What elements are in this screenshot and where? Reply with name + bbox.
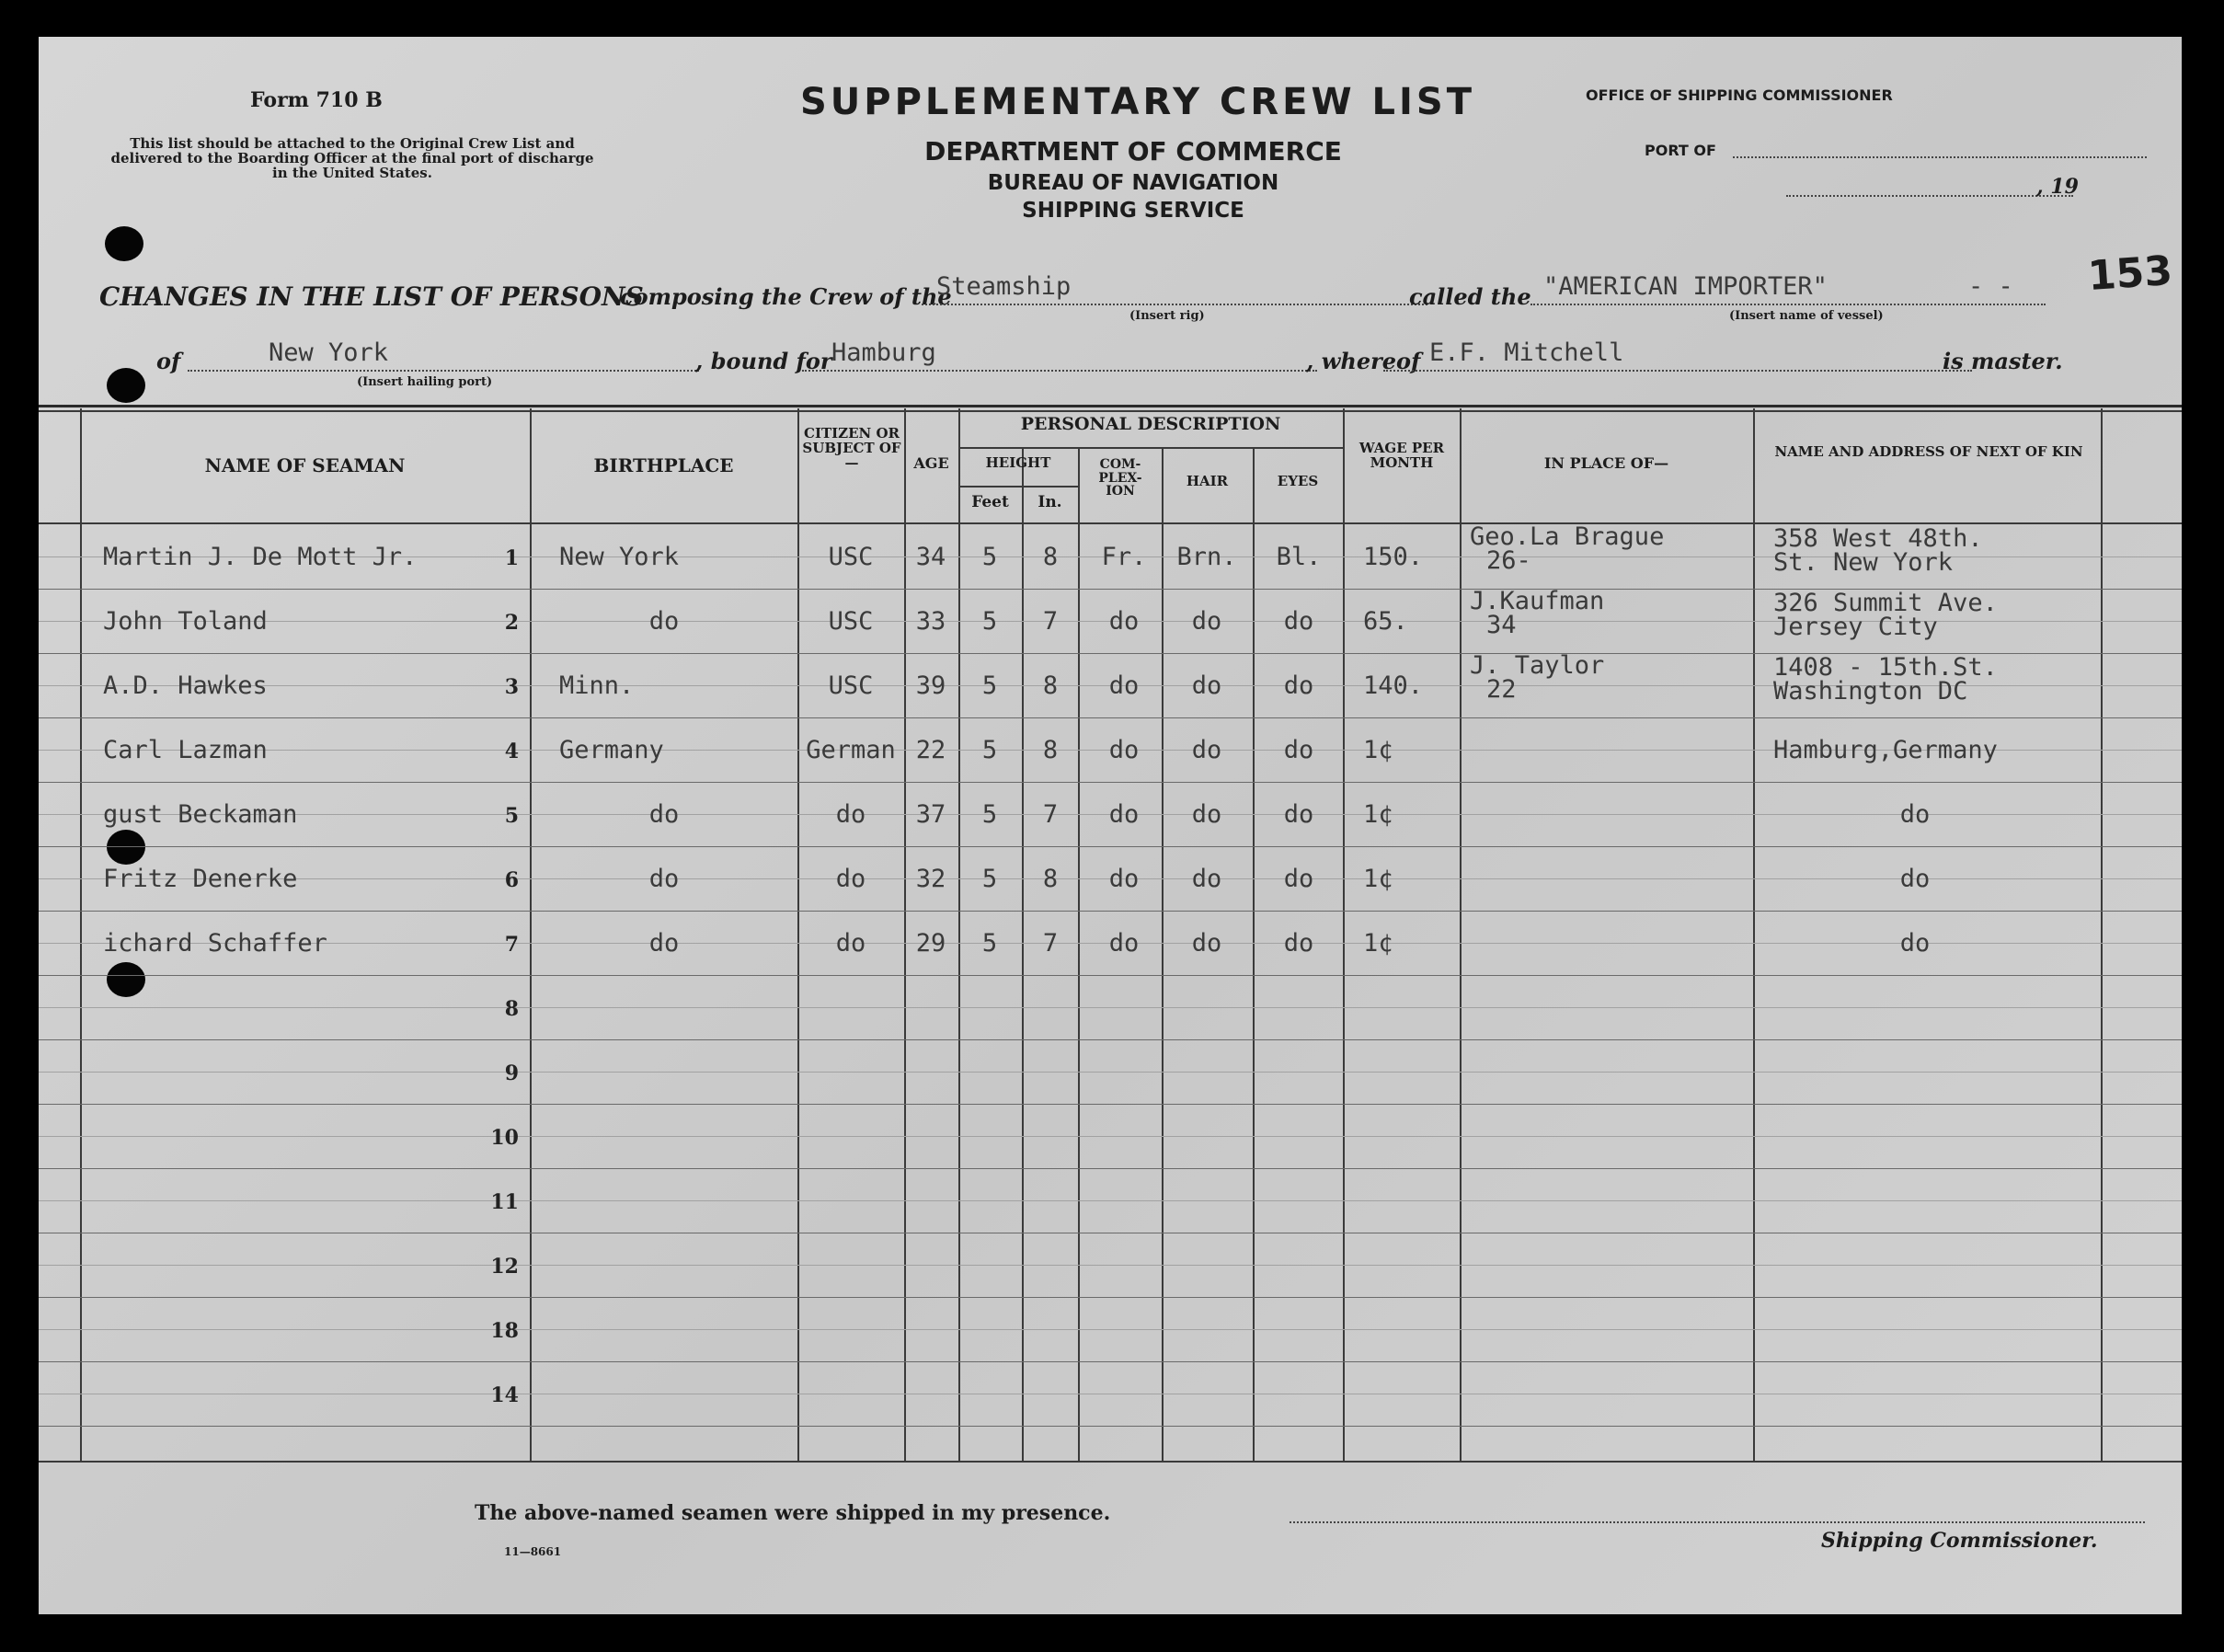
cell-inches: 7 [1042,929,1059,958]
punch-hole [107,830,145,865]
rig-line [922,304,1427,305]
vessel-hint: (Insert name of vessel) [1729,309,1884,323]
header-citizen: CITIZEN OR SUBJECT OF— [802,425,901,471]
col-line [2101,408,2103,1463]
footer-statement: The above-named seamen were shipped in my presence. [475,1501,1111,1525]
cell-birthplace: New York [559,543,680,571]
cell-age: 34 [915,543,946,571]
bureau: BUREAU OF NAVIGATION [987,171,1279,195]
row-subline [39,1007,2182,1008]
cell-in-place: 26- [1486,546,1531,575]
master-name: E.F. Mitchell [1429,338,1624,367]
row-divider [39,1039,2182,1040]
office-label: OFFICE OF SHIPPING COMMISSIONER [1586,86,1893,104]
signature-label: Shipping Commissioner. [1821,1529,2098,1553]
cell-feet: 5 [981,543,998,571]
cell-next-of-kin: 1408 - 15th.St. [1773,653,1998,682]
composing-label: composing the Crew of the [620,283,952,310]
form-title: SUPPLEMENTARY CREW LIST [800,81,1475,123]
vessel-name: "AMERICAN IMPORTER" [1543,272,1828,301]
cell-citizen: do [835,865,866,893]
row-number: 2 [504,611,519,635]
cell-wage: 1¢ [1363,800,1393,829]
cell-hair: do [1191,800,1222,829]
row-divider [39,1297,2182,1298]
cell-feet: 5 [981,607,998,636]
row-number: 9 [504,1061,519,1085]
row-divider [39,975,2182,976]
cell-in-place: J. Taylor [1470,651,1605,680]
row-divider [39,1168,2182,1169]
cell-in-place: J.Kaufman [1470,587,1605,615]
hailing-port-line [188,370,699,372]
personal-sub-line [958,447,1343,449]
cell-inches: 7 [1042,800,1059,829]
cell-citizen: USC [828,543,874,571]
cell-birthplace: do [648,865,680,893]
row-number: 4 [504,740,519,763]
changes-lead: CHANGES IN THE LIST OF PERSONS [99,281,644,312]
cell-name: A.D. Hawkes [103,671,268,700]
rig-value: Steamship [936,272,1072,301]
table-bottom-border [39,1461,2182,1463]
bound-for-label: , bound for [695,348,832,374]
rig-hint: (Insert rig) [1129,309,1205,323]
header-height: HEIGHT [985,454,1051,471]
cell-citizen: USC [828,671,874,700]
form-code: 11—8661 [504,1545,562,1558]
cell-inches: 8 [1042,671,1059,700]
header-hair: HAIR [1186,473,1229,489]
cell-name: gust Beckaman [103,800,298,829]
cell-eyes: do [1283,865,1314,893]
whereof-label: , whereof [1306,348,1421,374]
cell-name: Fritz Denerke [103,865,298,893]
cell-hair: do [1191,929,1222,958]
row-number: 11 [490,1190,519,1214]
row-divider [39,911,2182,912]
cell-in-place: 34 [1486,611,1517,639]
cell-feet: 5 [981,929,998,958]
header-age: AGE [913,454,949,472]
cell-eyes: do [1283,929,1314,958]
cell-eyes: Bl. [1276,543,1322,571]
cell-age: 32 [915,865,946,893]
hailing-port: New York [269,338,389,367]
col-line [530,408,532,1463]
header-eyes: EYES [1277,473,1319,489]
signature-line [1290,1521,2145,1523]
called-the-label: called the [1409,283,1531,310]
row-divider [39,846,2182,847]
row-number: 3 [504,675,519,699]
header-kin: NAME AND ADDRESS OF NEXT OF KIN [1774,443,2083,460]
cell-eyes: do [1283,736,1314,764]
cell-inches: 7 [1042,607,1059,636]
cell-hair: do [1191,736,1222,764]
row-divider [39,1104,2182,1105]
cell-feet: 5 [981,671,998,700]
cell-birthplace: do [648,929,680,958]
cell-next-of-kin: St. New York [1773,548,1954,577]
of-label: of [156,348,181,374]
vessel-dash: - - [1968,272,2013,301]
row-number: 1 [504,546,519,570]
attach-instruction: This list should be attached to the Original Crew List and delivered to the Boarding Officer at the final port of discharge in the United States. [110,135,594,182]
cell-complexion: do [1108,607,1140,636]
height-sub-line [958,486,1078,488]
cell-in-place: 22 [1486,675,1517,704]
cell-feet: 5 [981,736,998,764]
cell-inches: 8 [1042,543,1059,571]
cell-complexion: do [1108,671,1140,700]
port-of-line [1733,156,2147,158]
destination: Hamburg [831,338,936,367]
cell-next-of-kin: 326 Summit Ave. [1773,589,1998,617]
cell-next-of-kin: 358 West 48th. [1773,524,1983,553]
cell-feet: 5 [981,800,998,829]
header-wage: WAGE PER MONTH [1358,440,1445,471]
col-line [1753,408,1755,1463]
row-number: 14 [490,1383,519,1407]
port-hint: (Insert hailing port) [357,375,493,389]
cell-age: 22 [915,736,946,764]
master-line [1383,370,1972,372]
cell-wage: 140. [1363,671,1424,700]
row-divider [39,782,2182,783]
header-inches: In. [1037,493,1062,511]
header-name: NAME OF SEAMAN [204,454,406,476]
cell-age: 37 [915,800,946,829]
cell-hair: Brn. [1176,543,1237,571]
department: DEPARTMENT OF COMMERCE [924,136,1342,166]
punch-hole [107,962,145,997]
cell-birthplace: do [648,800,680,829]
cell-citizen: German [806,736,896,764]
cell-citizen: do [835,800,866,829]
row-number: 18 [490,1319,519,1343]
form-number: Form 710 B [250,88,383,112]
date-line [1786,195,2073,197]
row-divider [39,717,2182,718]
cell-eyes: do [1283,607,1314,636]
row-number: 7 [504,933,519,957]
crew-list-form [39,37,2182,1614]
header-in-place: IN PLACE OF— [1543,454,1669,472]
page-number: 153 [2086,247,2174,301]
cell-feet: 5 [981,865,998,893]
year-label: , 19 [2036,175,2079,199]
header-birthplace: BIRTHPLACE [593,454,734,476]
cell-inches: 8 [1042,736,1059,764]
cell-complexion: do [1108,736,1140,764]
cell-hair: do [1191,865,1222,893]
port-of-label: PORT OF [1645,142,1716,159]
cell-wage: 65. [1363,607,1408,636]
col-line [80,408,82,1463]
row-divider [39,1426,2182,1427]
header-complexion: COM-PLEX-ION [1098,457,1142,499]
table-top-border-2 [39,410,2182,412]
cell-name: ichard Schaffer [103,929,327,958]
row-number: 6 [504,868,519,892]
cell-next-of-kin: do [1899,929,1931,958]
cell-complexion: Fr. [1101,543,1147,571]
cell-age: 33 [915,607,946,636]
row-subline [39,1136,2182,1137]
row-number: 8 [504,997,519,1021]
service: SHIPPING SERVICE [1022,199,1244,223]
cell-wage: 1¢ [1363,929,1393,958]
cell-hair: do [1191,607,1222,636]
cell-birthplace: do [648,607,680,636]
header-feet: Feet [971,493,1009,511]
cell-age: 39 [915,671,946,700]
cell-birthplace: Germany [559,736,664,764]
cell-next-of-kin: do [1899,865,1931,893]
cell-name: Martin J. De Mott Jr. [103,543,418,571]
row-subline [39,1200,2182,1201]
cell-citizen: do [835,929,866,958]
row-divider [39,1361,2182,1362]
row-subline [39,1072,2182,1073]
row-subline [39,1265,2182,1266]
vessel-line [1530,304,2046,305]
cell-hair: do [1191,671,1222,700]
cell-complexion: do [1108,800,1140,829]
punch-hole [105,226,143,261]
row-number: 5 [504,804,519,828]
cell-next-of-kin: Hamburg,Germany [1773,736,1998,764]
table-top-border [39,405,2182,407]
cell-wage: 150. [1363,543,1424,571]
col-line [1460,408,1462,1463]
cell-inches: 8 [1042,865,1059,893]
cell-complexion: do [1108,929,1140,958]
destination-line [802,370,1317,372]
cell-complexion: do [1108,865,1140,893]
cell-eyes: do [1283,671,1314,700]
cell-name: Carl Lazman [103,736,268,764]
row-number: 10 [490,1126,519,1150]
header-personal: PERSONAL DESCRIPTION [1020,414,1281,434]
cell-in-place: Geo.La Brague [1470,522,1665,551]
cell-wage: 1¢ [1363,865,1393,893]
cell-name: John Toland [103,607,268,636]
cell-next-of-kin: do [1899,800,1931,829]
cell-wage: 1¢ [1363,736,1393,764]
cell-next-of-kin: Washington DC [1773,677,1968,706]
cell-eyes: do [1283,800,1314,829]
row-subline [39,1329,2182,1330]
cell-next-of-kin: Jersey City [1773,613,1938,641]
is-master-label: is master. [1943,348,2063,374]
cell-citizen: USC [828,607,874,636]
cell-age: 29 [915,929,946,958]
punch-hole [107,368,145,403]
cell-birthplace: Minn. [559,671,635,700]
row-number: 12 [490,1255,519,1279]
